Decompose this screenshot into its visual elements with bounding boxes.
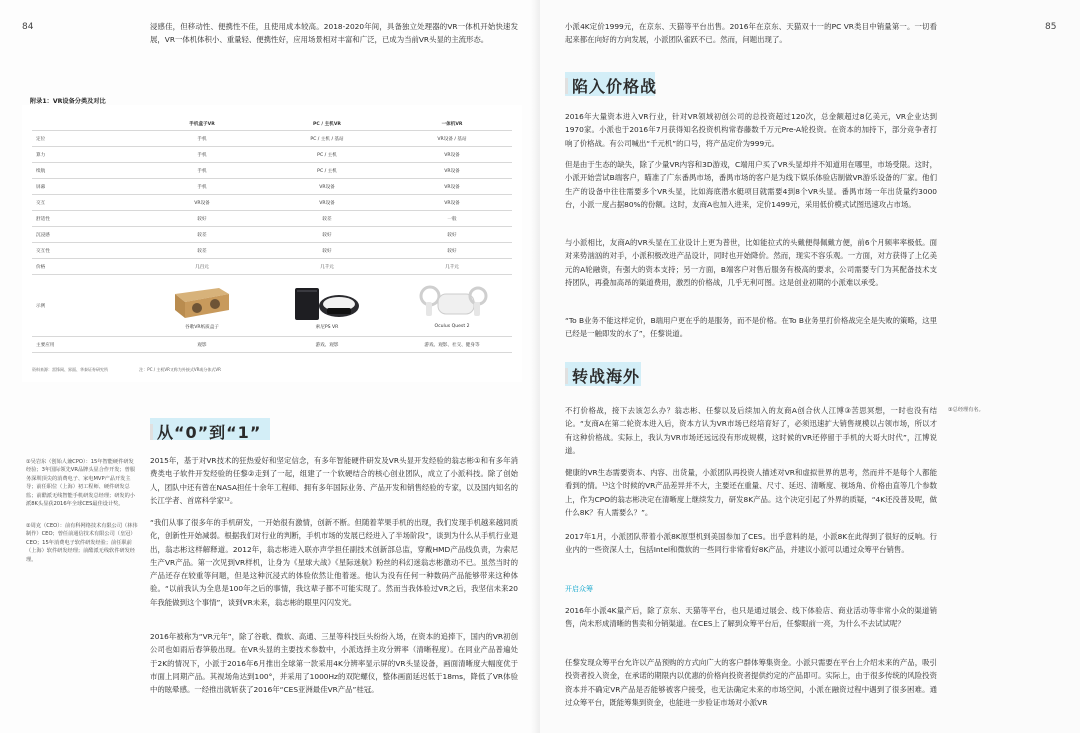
oculus-quest-image xyxy=(416,282,488,322)
heading-bar xyxy=(565,368,568,384)
right-paragraph-1: 2016年大量资本进入VR行业，针对VR领域初创公司的总投资超过120次，总金额超过8亿美元，VR企业达到1970家。小派也于2016年7月获得知名投资机构常春藤数千万元Pre-A轮投资。在资本的加持下，部分竞争者打响了价格战。有公司喊出“千元机”的口号，将产品定价为999元。 xyxy=(565,112,937,148)
table-row xyxy=(32,243,512,259)
page-number-right: 85 xyxy=(1045,22,1057,32)
right-intro-paragraph: 小派4K定价1999元，在京东、天猫等平台出售。2016年在京东、天猫双十一的PC VR类目中销量第一。一切看起来都在向好的方向发展，小派团队雀跃不已。然而，问题出现了。 xyxy=(565,22,937,45)
table-row-label: 交互性 xyxy=(32,243,142,259)
table-header-cell: 手机盒子VR xyxy=(142,117,262,131)
cardboard-viewer-image xyxy=(171,282,233,322)
table-row xyxy=(32,211,512,227)
table-row xyxy=(32,147,512,163)
table-cell: 几百元 xyxy=(142,259,262,275)
table-cell: 手机 xyxy=(142,163,262,179)
table-row-label: 示例 xyxy=(32,275,142,337)
table-image-row xyxy=(32,275,512,337)
right-paragraph-2: 但是由于生态的缺失，除了少量VR内容和3D游戏，C端用户买了VR头显却并不知道用在哪里，市场受限。这时，小派开始尝试B端客户，瞄准了广东番禺市场，番禺市场的客户是为线下娱乐体验店制做VR游乐设备的厂家。他们生产的设备中往往需要多个VR头显，比如海底潜水艇项目就需要4到8个VR头显。番禺市场一年出货量约3000台，小派一度占据80%的份额。这时，友商A也加入进来，定价1499元，采用低价模式试图迅速攻占市场。 xyxy=(565,160,937,209)
table-row xyxy=(32,163,512,179)
table-cell: 较差 xyxy=(142,227,262,243)
section-heading-overseas xyxy=(565,364,640,387)
table-caption: 附录1：VR设备分类及对比 xyxy=(30,98,106,105)
heading-bar xyxy=(150,424,153,440)
table-row xyxy=(32,259,512,275)
table-row-label: 价格 xyxy=(32,259,142,275)
right-paragraph-9: 任黎发现众筹平台允许以产品预购的方式向广大的客户群体筹集资金。小派只需要在平台上介绍未来的产品，吸引投资者投入资金，在承诺的期限内以优惠的价格向投资者提供约定的产品即可。实际上，由于很多传统的风险投资资本并不确定VR产品是否能够被客户接受，也无法确定未来的市场空间，小派在融资过程中遇到了很多困难。通过众筹平台，既能筹集到资金，也能进一步验证市场对小派VR xyxy=(565,658,937,707)
table-cell: 较好 xyxy=(262,227,392,243)
table-cell: VR设备 xyxy=(392,163,512,179)
table-row xyxy=(32,195,512,211)
left-paragraph-2: “我们从事了很多年的手机研发，一开始很有激情，创新不断。但随着苹果手机的出现，我们发现手机越来越同质化，创新性开始减弱。根据我们对行业的判断，手机市场的发展已经进入了半场阶段”，谈到为什么从手机行业退出，翁志彬这样解释道。2012年，翁志彬进入联亦声学担任副技术创新部总监，穿戴HMD产品线负责，为索尼生产VR产品。第一次见到VR样机，让身为《星球大战》《星际迷航》粉丝的科幻迷翁志彬激动不已。虽然当时的产品还存在较重等问题，但是这种沉浸式的体验依然让他着迷。他认为没有任何一种数码产品能够带来这种体验。“以前我认为全息是100年之后的事情，我这辈子都不可能实现了。然而当我体验过VR之后，我坚信未来20年我能做到这个事情”，谈到VR未来，翁志彬的眼里闪闪发光。 xyxy=(150,518,518,607)
heading-bar xyxy=(565,78,568,94)
footnote-ceo: ②周克（CEO）：前有科网络技术有限公司（林伟制作）CEO；曾任前通信技术有限公司（皇冠）CEO；15年消费电子软件研发经验；前任职前（上海）软件研发经理；前酷派无线软件研发经理。 xyxy=(26,523,138,563)
table-row xyxy=(32,337,512,353)
right-paragraph-3: 与小派相比，友商A的VR头显在工业设计上更为普世，比如能拉式的头戴便得佩戴方便，前6个月频率率极低。面对来势汹汹的对手，小派积极改进产品设计，同时也开始降价。然而，现实不容乐观。一方面，对方获得了上亿美元的A轮融资，有强大的资本支持；另一方面，B端客户对售后服务有极高的要求，公司需要专门为其配备技术支持团队，再叠加高昂的渠道费用，激烈的价格战，几乎无利可图。这是创业初期的小派难以承受。 xyxy=(565,238,937,287)
right-paragraph-5: 不打价格战，接下去该怎么办？翁志彬、任黎以及后续加入的友商A创合伙人江博③苦思冥想，一时也没有结论。“友商A在第二轮资本进入后，资本方认为VR市场已经培育好了，必须迅速扩大销售规模以占领市场，所以才有这种价格战。实际上，我认为VR市场还远远没有形成规模，这时候的VR还停留于手机的大哥大时代”，江博说道。 xyxy=(565,406,937,455)
table-cell: PC / 主机 xyxy=(262,163,392,179)
product-cell-quest xyxy=(392,275,512,337)
table-cell: 较差 xyxy=(262,211,392,227)
table-cell: 几千元 xyxy=(392,259,512,275)
table-note-source: 资料来源：雷锋网、界面、华泰证券研究所 xyxy=(32,367,108,372)
table-cell: 游戏、观影 xyxy=(262,337,392,353)
table-cell: 游戏、观影、社交、健身等 xyxy=(392,337,512,353)
table-cell: VR设备 xyxy=(262,195,392,211)
table-cell: VR设备 xyxy=(392,179,512,195)
table-cell: PC / 主机 xyxy=(262,147,392,163)
table-cell: 较好 xyxy=(262,243,392,259)
table-header-cell: 一体机VR xyxy=(392,117,512,131)
vr-comparison-table-panel xyxy=(22,105,522,382)
table-row-label: 续航 xyxy=(32,163,142,179)
table-row xyxy=(32,227,512,243)
left-intro-paragraph: 浸感佳，但移动性、便携性不佳，且使用成本较高。2018-2020年间，具备独立处理器的VR一体机开始快速发展，VR一体机体积小、重量轻、便携性好，应用场景相对丰富和广泛，已成为当前VR头显的主流形态。 xyxy=(150,22,518,45)
table-cell: VR设备 / 基站 xyxy=(392,131,512,147)
left-paragraph-3: 2016年被称为“VR元年”，除了谷歌、微软、高通、三星等科技巨头纷纷入场，在资本的追捧下，国内的VR初创公司也如雨后春笋般出现。在VR头显的主要技术参数中，小派选择主攻分辨率（清晰程度）。在同业产品普遍处于2K的情况下，小派于2016年6月推出全球第一款采用4K分辨率显示屏的VR头显设备，画面清晰度大幅度优于市面上同期产品。其视场角达到100°，并采用了1000Hz的双陀螺仪，整体画面延迟低于18ms，降低了VR体验中的眩晕感。一经推出就斩获了2016年“CES亚洲最佳VR产品”桂冠。 xyxy=(150,632,518,695)
table-cell: 几千元 xyxy=(262,259,392,275)
table-cell: VR设备 xyxy=(142,195,262,211)
footnote-founder-cpo: ①吴岩东（创始人兼CPO）：15年智能硬件研发经验；3年国际领先VR品牌头显合作开发；曾服务深圳顶尖的消费电子、家电MVP产品开发主导；前任职位（上海）初工程师、硬件研发总监；前酷派无线智能手机研发总经理；研发的小派8K头显获2016年全球CES最佳设计奖。 xyxy=(26,459,136,508)
table-row-label: 屏幕 xyxy=(32,179,142,195)
table-row-label: 主要应用 xyxy=(32,337,142,353)
product-label: 索尼PS VR xyxy=(315,324,339,330)
vr-comparison-table xyxy=(32,117,512,353)
left-paragraph-1: 2015年，基于对VR技术的狂热爱好和坚定信念，有多年智能硬件研发及VR头显开发经验的翁志彬①和有多年消费类电子软件开发经验的任黎②走到了一起，组建了一个软硬结合的核心创业团队，成立了小派科技。除了创始人，团队中还有曾在NASA担任十余年工程师、拥有多年国际业务、产品开发和销售经验的专家，以及国内知名的长江学者、首席科学家¹²。 xyxy=(150,456,518,505)
table-cell: VR设备 xyxy=(392,195,512,211)
table-row-label: 舒适性 xyxy=(32,211,142,227)
table-cell: 手机 xyxy=(142,147,262,163)
footnote-jiang-bo: ③总经理有名。 xyxy=(948,407,984,413)
section-heading-text: 转战海外 xyxy=(572,367,641,386)
table-row-label: 算力 xyxy=(32,147,142,163)
table-source-note xyxy=(32,367,221,373)
table-cell: 较好 xyxy=(142,211,262,227)
table-cell: 观影 xyxy=(142,337,262,353)
section-heading-price-war xyxy=(565,74,657,97)
product-label: Oculus Quest 2 xyxy=(434,324,470,329)
section-heading-text: 从“0”到“1” xyxy=(157,423,262,442)
section-heading-text: 陷入价格战 xyxy=(572,77,658,96)
table-row-label: 定位 xyxy=(32,131,142,147)
table-cell: PC / 主机 / 基站 xyxy=(262,131,392,147)
table-cell: VR设备 xyxy=(392,147,512,163)
table-header-row xyxy=(32,117,512,131)
table-cell: VR设备 xyxy=(262,179,392,195)
right-paragraph-7: 2017年1月，小派团队带着小派8K原型机到美国参加了CES。出乎意料的是，小派8K在此得到了很好的反响。行业内的一些资深人士，包括Intel和微软的一些同行非常看好8K产品，并建议小派可以通过众筹平台销售。 xyxy=(565,532,937,555)
table-cell: 一般 xyxy=(392,211,512,227)
table-cell: 较差 xyxy=(142,243,262,259)
subheading-crowdfunding: 开启众筹 xyxy=(565,585,593,593)
page-number-left: 84 xyxy=(22,22,34,32)
right-page xyxy=(540,0,1080,733)
table-header-cell: PC / 主机VR xyxy=(262,117,392,131)
right-paragraph-8: 2016年小派4K量产后，除了京东、天猫等平台，也只是通过展会、线下体验店、商业活动等非常小众的渠道销售，尚未形成清晰的售卖和分销渠道。在CES上了解到众筹平台后，任黎眼前一亮，为什么不去试试呢？ xyxy=(565,606,937,629)
table-cell: 手机 xyxy=(142,179,262,195)
table-header-cell xyxy=(32,117,142,131)
table-cell: 手机 xyxy=(142,131,262,147)
table-row-label: 沉浸感 xyxy=(32,227,142,243)
product-label: 谷歌VR纸质盒子 xyxy=(185,324,219,330)
section-heading-0-to-1 xyxy=(150,420,261,443)
ps-vr-image xyxy=(291,282,363,322)
product-cell-psvr xyxy=(262,275,392,337)
right-paragraph-6: 健康的VR生态需要资本、内容、出货量，小派团队再投资人描述对VR和虚拟世界的思考，然而并不是每个人都能看到的情。¹³这个时候的VR产品差异并不大，主要还在重量、尺寸、延迟、清晰度、视场角、价格由直等几个参数上，作为CPO的翁志彬决定在清晰度上继续发力，研发8K产品。这个决定引起了外界的质疑，“4K还没普及呢，做什么8K？有人需要么？”。 xyxy=(565,468,937,517)
table-note-definition: 注：PC / 主机VR又称为外接式VR或分体式VR xyxy=(139,367,221,372)
right-paragraph-4-quote: “To B业务不能这样定价，B端用户更在乎的是服务，而不是价格。在To B业务里打价格战完全是失败的策略，这里已经是一触即发的水了”，任黎说道。 xyxy=(565,316,937,339)
product-cell-cardboard xyxy=(142,275,262,337)
table-cell: 较好 xyxy=(392,243,512,259)
table-row xyxy=(32,131,512,147)
table-cell: 较好 xyxy=(392,227,512,243)
table-row xyxy=(32,179,512,195)
table-row-label: 交互 xyxy=(32,195,142,211)
